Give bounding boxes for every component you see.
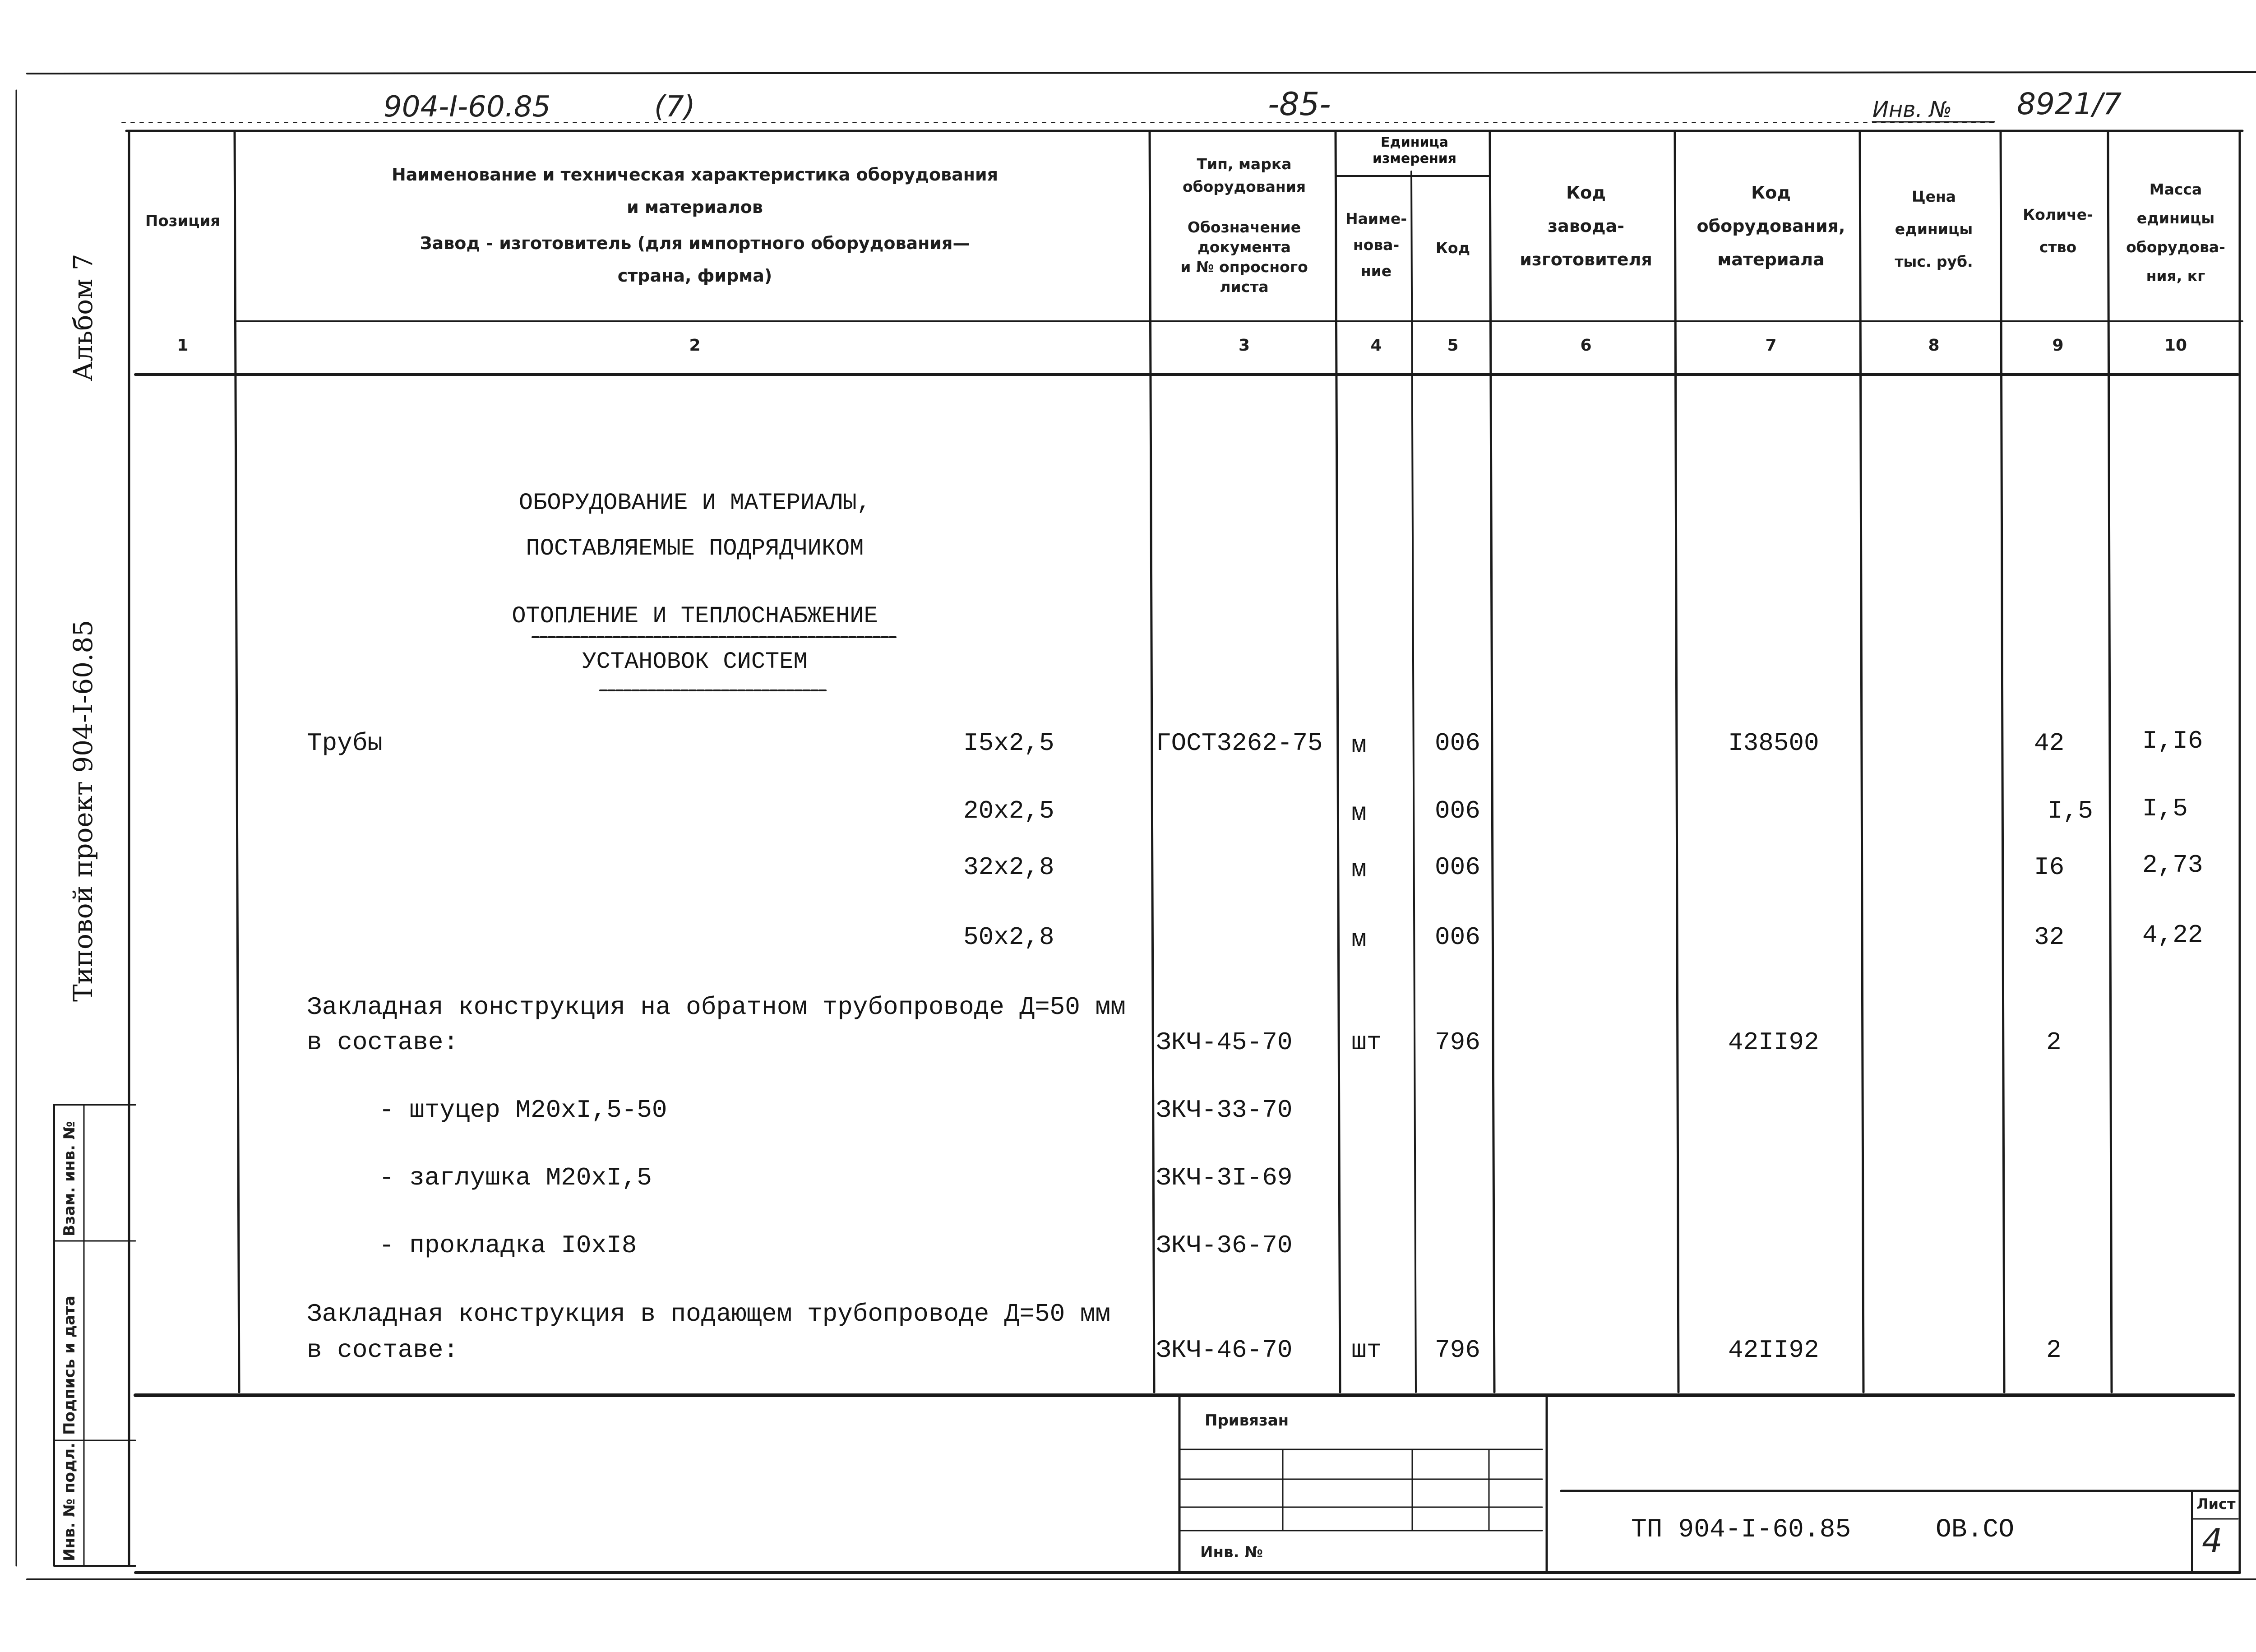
- row1-material-code: I38500: [1728, 729, 1819, 758]
- colnum-6: 6: [1580, 336, 1592, 355]
- footer-inv-label: Инв. №: [1200, 1543, 1263, 1561]
- section-title-line1: ОБОРУДОВАНИЕ И МАТЕРИАЛЫ,: [518, 490, 871, 516]
- header-unit-group-line2: измерения: [1372, 151, 1457, 167]
- page-top-edge: [27, 72, 2256, 74]
- inv-label: Инв. №: [1872, 97, 1952, 122]
- header-unit-name-line1: Наиме-: [1345, 210, 1407, 227]
- row3-qty: I6: [2034, 853, 2065, 882]
- header-mass: [2112, 175, 2240, 291]
- header-material-code-line1: Код: [1751, 183, 1791, 203]
- footer-doc-suffix: ОВ.СО: [1936, 1515, 2015, 1545]
- row4-unit-code: 006: [1435, 923, 1480, 952]
- row9-type: ЗКЧ-46-70: [1156, 1336, 1293, 1365]
- sheet-number: 4: [2202, 1522, 2223, 1559]
- header-mass-line1: Масса: [2149, 180, 2202, 198]
- row4-mass: 4,22: [2142, 921, 2203, 949]
- footer-doc-code: ТП 904-I-60.85: [1631, 1515, 1851, 1545]
- row5-material-code: 42II92: [1728, 1028, 1819, 1057]
- row5-name2: в составе:: [307, 1028, 459, 1057]
- row4-qty: 32: [2034, 923, 2065, 952]
- header-type-line4: документа: [1197, 238, 1291, 256]
- linked-label: Привязан: [1205, 1411, 1289, 1430]
- colnum-9: 9: [2052, 336, 2064, 355]
- row8-name: - прокладка I0хI8: [379, 1231, 637, 1260]
- header-type-line1: Тип, марка: [1197, 155, 1292, 173]
- header-type-line3: Обозначение: [1187, 218, 1301, 236]
- row5-qty: 2: [2046, 1028, 2062, 1057]
- header-factory-code-line1: Код: [1566, 183, 1606, 203]
- header-price: [1863, 180, 2004, 278]
- row1-type: ГОСТ3262-75: [1156, 729, 1323, 758]
- header-quantity-line2: ство: [2039, 238, 2077, 256]
- row1-unit: м: [1351, 731, 1367, 760]
- header-unit-code: Код: [1435, 239, 1470, 257]
- header-unit-name: [1338, 206, 1415, 284]
- row2-unit: м: [1351, 799, 1367, 828]
- album-label: Альбом 7: [68, 254, 98, 381]
- colnum-5: 5: [1447, 336, 1459, 355]
- row3-unit: м: [1351, 855, 1367, 884]
- header-unit-group: [1338, 134, 1491, 167]
- header-type-line5: и № опросного: [1180, 258, 1308, 276]
- row5-type: ЗКЧ-45-70: [1156, 1028, 1293, 1057]
- row5-unit: шт: [1351, 1028, 1382, 1057]
- colnum-3: 3: [1238, 336, 1250, 355]
- header-factory-code-line2: завода-: [1548, 216, 1624, 236]
- row4-unit: м: [1351, 925, 1367, 954]
- header-quantity-line1: Количе-: [2023, 206, 2093, 223]
- section-title-line4: УСТАНОВОК СИСТЕМ: [582, 648, 808, 675]
- page-number: -85-: [1268, 86, 1331, 123]
- row3-size: 32x2,8: [963, 853, 1054, 882]
- colnum-7: 7: [1765, 336, 1777, 355]
- row8-type: ЗКЧ-36-70: [1156, 1231, 1293, 1260]
- row7-name: - заглушка М20хI,5: [379, 1163, 652, 1192]
- signature-date-label: Подпись и дата: [60, 1296, 79, 1435]
- row3-mass: 2,73: [2142, 851, 2203, 879]
- row1-name: Трубы: [307, 729, 383, 758]
- row1-unit-code: 006: [1435, 729, 1480, 758]
- header-type-line2: оборудования: [1182, 178, 1306, 195]
- header-price-line2: единицы: [1895, 220, 1973, 238]
- row2-qty: I,5: [2048, 796, 2093, 825]
- row5-unit-code: 796: [1435, 1028, 1480, 1057]
- header-quantity: [2004, 199, 2112, 264]
- row9-unit-code: 796: [1435, 1336, 1480, 1365]
- header-name-line4: страна, фирма): [617, 266, 772, 286]
- row9-material-code: 42II92: [1728, 1336, 1819, 1365]
- header-name-line2: и материалов: [627, 197, 763, 217]
- replace-inv-label: Взам. инв. №: [60, 1121, 79, 1236]
- row2-size: 20x2,5: [963, 796, 1054, 825]
- header-position: Позиция: [145, 212, 221, 230]
- header-name-line1: Наименование и техническая характеристика оборудования: [391, 165, 999, 185]
- colnum-2: 2: [689, 336, 701, 355]
- row7-type: ЗКЧ-3I-69: [1156, 1163, 1293, 1192]
- row9-qty: 2: [2046, 1336, 2062, 1365]
- header-mass-line2: единицы: [2136, 209, 2215, 227]
- header-price-line1: Цена: [1911, 188, 1956, 205]
- row4-size: 50x2,8: [963, 923, 1054, 952]
- colnum-1: 1: [177, 336, 189, 355]
- section-title-line2: ПОСТАВЛЯЕМЫЕ ПОДРЯДЧИКОМ: [526, 535, 864, 562]
- inv-number: 8921/7: [2017, 87, 2122, 121]
- row2-unit-code: 006: [1435, 796, 1480, 825]
- header-material-code-line3: материала: [1717, 250, 1825, 269]
- row9-name2: в составе:: [307, 1336, 459, 1365]
- row6-type: ЗКЧ-33-70: [1156, 1096, 1293, 1124]
- orig-inv-label: Инв. № подл.: [60, 1442, 79, 1561]
- header-factory-code: [1493, 176, 1678, 276]
- header-name-line3: Завод - изготовитель (для импортного оборудования—: [420, 233, 970, 253]
- row6-name: - штуцер М20хI,5-50: [379, 1096, 667, 1124]
- section-title-line3: ОТОПЛЕНИЕ И ТЕПЛОСНАБЖЕНИЕ: [512, 603, 878, 629]
- header-unit-name-line2: нова-: [1353, 236, 1400, 254]
- header-factory-code-line3: изготовителя: [1520, 250, 1652, 269]
- header-material-code-line2: оборудования,: [1697, 216, 1845, 236]
- header-price-line3: тыс. руб.: [1895, 253, 1973, 270]
- colnum-8: 8: [1928, 336, 1940, 355]
- side-project-label: Типовой проект 904-I-60.85: [68, 620, 98, 1002]
- row3-unit-code: 006: [1435, 853, 1480, 882]
- header-unit-name-line3: ние: [1360, 262, 1392, 280]
- row9-name: Закладная конструкция в подающем трубопроводе Д=50 мм: [307, 1300, 1111, 1328]
- header-type-line6: листа: [1220, 278, 1269, 296]
- issue-handwritten: (7): [654, 90, 695, 124]
- row1-qty: 42: [2034, 729, 2065, 758]
- header-unit-group-line1: Единица: [1381, 134, 1448, 150]
- row1-mass: I,I6: [2142, 727, 2203, 755]
- project-code-handwritten: 904-I-60.85: [384, 90, 551, 124]
- header-mass-line3: оборудова-: [2126, 238, 2225, 256]
- row9-unit: шт: [1351, 1336, 1382, 1365]
- header-mass-line4: ния, кг: [2146, 267, 2205, 285]
- row1-size: I5x2,5: [963, 729, 1054, 758]
- sheet-label: Лист: [2196, 1495, 2236, 1513]
- row5-name: Закладная конструкция на обратном трубопроводе Д=50 мм: [307, 993, 1126, 1022]
- colnum-4: 4: [1370, 336, 1382, 355]
- colnum-10: 10: [2164, 336, 2187, 355]
- row2-mass: I,5: [2142, 794, 2188, 823]
- header-material-code: [1678, 176, 1863, 276]
